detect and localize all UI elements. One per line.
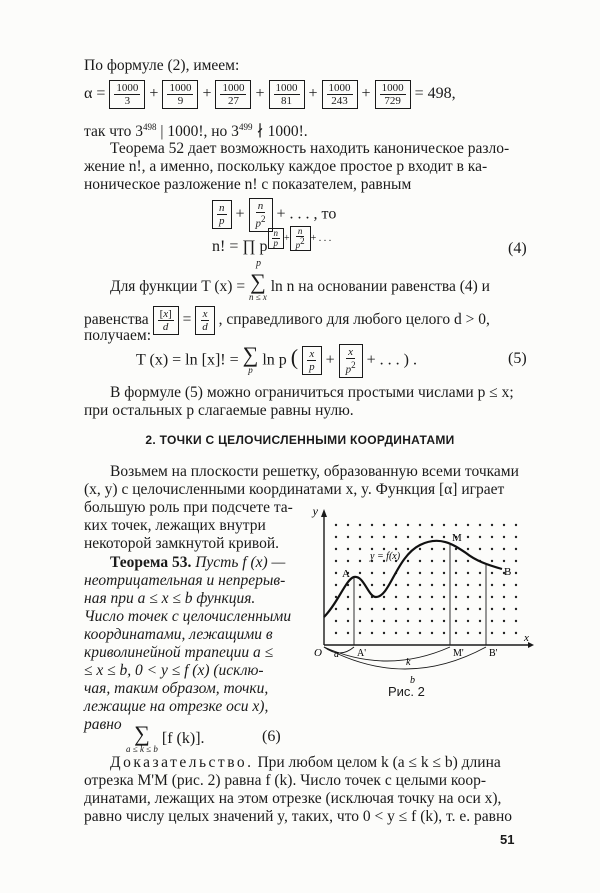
lattice-point	[431, 620, 433, 622]
lattice-point	[479, 596, 481, 598]
lattice-point	[443, 596, 445, 598]
lattice-point	[431, 560, 433, 562]
lattice-point	[455, 572, 457, 574]
lattice-point	[491, 524, 493, 526]
lattice-point	[443, 572, 445, 574]
text-line: динатами, лежащих на этом отрезке (исключая точку на оси x),	[84, 790, 502, 807]
lattice-point	[467, 548, 469, 550]
lattice-point	[347, 560, 349, 562]
lattice-point	[491, 584, 493, 586]
text-fragment: равенства	[84, 311, 149, 329]
lattice-point	[419, 572, 421, 574]
lattice-point	[347, 548, 349, 550]
text-line: при остальных p слагаемые равны нулю.	[84, 402, 354, 419]
lattice-points	[335, 524, 517, 634]
text-line: равно числу целых значений y, таких, что 0 < y ≤ f (k), т. е. равно	[84, 808, 512, 825]
floor-bracket	[215, 80, 251, 109]
lattice-point	[491, 632, 493, 634]
text-line: отрезка M'M (рис. 2) равна f (k). Число точек с целыми коор-	[84, 772, 487, 789]
lattice-point	[479, 632, 481, 634]
text-line: ких точек, лежащих внутри	[84, 517, 266, 534]
sum-subscript: a ≤ k ≤ b	[126, 744, 158, 754]
denominator: 3	[124, 95, 131, 107]
lattice-point	[431, 584, 433, 586]
lattice-point	[419, 584, 421, 586]
lattice-point	[467, 632, 469, 634]
lattice-point	[503, 548, 505, 550]
floor-bracket: [x] d	[153, 306, 179, 335]
lattice-point	[455, 608, 457, 610]
lattice-point	[467, 524, 469, 526]
lattice-point	[479, 548, 481, 550]
lattice-point	[359, 632, 361, 634]
lattice-point	[359, 548, 361, 550]
theorem-text: криволинейной трапеции a ≤	[84, 644, 274, 661]
lattice-point	[347, 632, 349, 634]
lattice-point	[407, 548, 409, 550]
brace-k	[324, 647, 450, 661]
theorem-text: ≤ x ≤ b, 0 < y ≤ f (x) (исклю-	[84, 662, 264, 679]
lattice-point	[335, 548, 337, 550]
lattice-point	[455, 620, 457, 622]
lattice-point	[383, 620, 385, 622]
lattice-point	[359, 572, 361, 574]
floor-bracket: n p	[212, 200, 232, 229]
lattice-point	[371, 608, 373, 610]
lattice-point	[383, 596, 385, 598]
theorem-line	[84, 716, 122, 734]
exponent: n p + n p2 + . . .	[268, 233, 332, 244]
theorem-line	[84, 608, 291, 626]
lattice-point	[515, 632, 517, 634]
text-fragment: ∤ 1000!.	[252, 123, 308, 141]
numerator: 1000	[116, 82, 139, 94]
denominator: 729	[384, 95, 401, 107]
text-line: некоторой замкнутой кривой.	[84, 535, 280, 552]
label-a: a	[334, 649, 339, 660]
lattice-point	[467, 572, 469, 574]
lattice-point	[455, 584, 457, 586]
lattice-point	[347, 524, 349, 526]
sum-sign: ∑ p	[242, 342, 259, 376]
lattice-point	[443, 608, 445, 610]
theorem-line	[84, 572, 285, 590]
text-line: Возьмем на плоскости решетку, образованную всеми точками	[110, 463, 519, 480]
lattice-point	[491, 596, 493, 598]
page-number: 51	[500, 832, 515, 847]
lattice-point	[443, 620, 445, 622]
lattice-point	[383, 584, 385, 586]
lattice-point	[371, 632, 373, 634]
label-x: x	[524, 632, 529, 644]
figure-2	[310, 505, 535, 695]
lattice-point	[371, 620, 373, 622]
lattice-point	[419, 608, 421, 610]
theorem-text: равно	[84, 716, 122, 733]
lattice-point	[407, 524, 409, 526]
text-line: ноническое разложение n! с показателем, равным	[84, 176, 412, 193]
lattice-point	[335, 620, 337, 622]
lattice-point	[335, 524, 337, 526]
lattice-point	[347, 608, 349, 610]
sum-subscript: n ≤ x	[248, 292, 267, 302]
lattice-point	[407, 632, 409, 634]
lattice-point	[443, 584, 445, 586]
section-heading: 2. ТОЧКИ С ЦЕЛОЧИСЛЕННЫМИ КООРДИНАТАМИ	[145, 433, 455, 447]
text-line: В формуле (5) можно ограничиться простыми числами p ≤ x;	[110, 384, 514, 401]
lattice-point	[431, 572, 433, 574]
x-axis-arrow	[528, 642, 534, 648]
lattice-point	[407, 572, 409, 574]
lattice-point	[491, 608, 493, 610]
theorem-title: Теорема 53.	[110, 554, 192, 571]
text-fragment: так что 3	[84, 123, 143, 141]
lattice-point	[383, 524, 385, 526]
theorem-text: Число точек с целочисленными	[84, 608, 292, 625]
equation-5: T (x) = ln [x]! = ∑ p ln p ( x p + x $p^2$ + . . . ) .	[136, 342, 417, 376]
theorem-text: ная при a ≤ x ≤ b функция.	[84, 590, 256, 607]
eq-lhs: T (x) = ln [x]! =	[136, 351, 243, 369]
lattice-point	[371, 536, 373, 538]
theorem-text: неотрицательная и непрерыв-	[84, 572, 286, 589]
lattice-point	[359, 596, 361, 598]
lattice-point	[419, 524, 421, 526]
lattice-point	[359, 524, 361, 526]
lattice-point	[407, 536, 409, 538]
theorem-line	[84, 662, 264, 680]
lattice-point	[335, 560, 337, 562]
equation-exponent: n p + n $p^2$ + . . . , то	[212, 198, 336, 232]
theorem-text: чая, таким образом, точки,	[84, 680, 269, 697]
lattice-point	[443, 632, 445, 634]
lattice-point	[371, 548, 373, 550]
text-fragment: [f (k)].	[161, 730, 205, 748]
lattice-point	[443, 560, 445, 562]
floor-bracket: x p	[302, 346, 322, 375]
lattice-point	[491, 572, 493, 574]
lattice-point	[515, 572, 517, 574]
lattice-point	[515, 524, 517, 526]
product-subscript: p	[256, 258, 261, 269]
lattice-point	[431, 536, 433, 538]
label-B: B	[504, 566, 512, 578]
lattice-point	[443, 548, 445, 550]
lattice-point	[431, 524, 433, 526]
theorem-line	[110, 554, 285, 572]
text-fragment: ln n на основании равенства (4) и	[270, 278, 490, 296]
lattice-point	[395, 608, 397, 610]
theorem-line	[84, 680, 268, 698]
lattice-point	[503, 596, 505, 598]
proof-lead: Доказательство.	[110, 754, 254, 771]
label-M: M	[452, 532, 462, 544]
eq-lhs: n! = ∏ p	[212, 237, 268, 255]
equation-alpha: α = $\frac{1000}{3}$ + $\frac{1000}{9}$ + $\frac{1000}{27}$ + $\frac{1000}{81}$ + $\frac{1000}{243}$ + $\frac{1000}{729}$ = 498,	[84, 82, 456, 107]
lattice-point	[419, 560, 421, 562]
lattice-point	[395, 548, 397, 550]
y-axis-arrow	[321, 509, 327, 517]
lattice-point	[503, 632, 505, 634]
lattice-point	[467, 560, 469, 562]
lattice-point	[491, 560, 493, 562]
lattice-point	[419, 596, 421, 598]
lattice-point	[335, 584, 337, 586]
equation-number: (4)	[508, 240, 527, 257]
label-func: y = f(x)	[370, 551, 401, 562]
numerator: 1000	[222, 82, 245, 94]
lattice-point	[335, 608, 337, 610]
denominator: 243	[331, 95, 348, 107]
brace-a	[324, 647, 354, 653]
theorem-line	[84, 590, 255, 608]
lattice-point	[503, 584, 505, 586]
lattice-point	[419, 632, 421, 634]
lattice-point	[419, 548, 421, 550]
lattice-point	[419, 620, 421, 622]
lattice-point	[455, 632, 457, 634]
lattice-point	[359, 560, 361, 562]
lattice-point	[383, 632, 385, 634]
text-line	[84, 118, 308, 141]
equation-6	[126, 721, 205, 755]
lattice-point	[479, 620, 481, 622]
equation-4	[212, 226, 332, 261]
lattice-point	[335, 536, 337, 538]
figure-caption: Рис. 2	[388, 684, 425, 699]
lattice-point	[479, 536, 481, 538]
lattice-point	[407, 584, 409, 586]
lattice-point	[383, 548, 385, 550]
lattice-point	[407, 596, 409, 598]
lattice-point	[371, 584, 373, 586]
lattice-point	[467, 620, 469, 622]
lattice-point	[479, 608, 481, 610]
lattice-point	[503, 560, 505, 562]
floor-bracket: n $p^2$	[249, 198, 273, 232]
lattice-point	[515, 548, 517, 550]
text-fragment: При любом целом k (a ≤ k ≤ b) длина	[253, 754, 501, 771]
superscript: 499	[238, 122, 253, 132]
lattice-point	[431, 608, 433, 610]
lattice-point	[515, 536, 517, 538]
sum-sign: ∑ a ≤ k ≤ b	[126, 721, 158, 754]
lattice-point	[467, 536, 469, 538]
eq-tail: + . . . ) .	[366, 351, 417, 369]
superscript: 498	[143, 122, 157, 132]
lattice-point	[455, 560, 457, 562]
lattice-point	[431, 632, 433, 634]
numerator: 1000	[328, 82, 351, 94]
denominator: 9	[177, 95, 184, 107]
lattice-point	[383, 572, 385, 574]
lattice-point	[443, 524, 445, 526]
lattice-point	[443, 536, 445, 538]
lattice-point	[503, 620, 505, 622]
label-b: b	[410, 675, 415, 686]
label-A: A	[342, 568, 350, 580]
lattice-point	[479, 572, 481, 574]
text-fragment: , справедливого для любого целого d > 0,	[218, 311, 490, 329]
lattice-point	[407, 620, 409, 622]
equation-number: (6)	[262, 728, 281, 745]
lattice-point	[383, 608, 385, 610]
label-M1: M'	[453, 648, 464, 659]
lattice-point	[467, 596, 469, 598]
denominator: 27	[227, 95, 239, 107]
lattice-point	[515, 596, 517, 598]
lattice-point	[503, 608, 505, 610]
floor-bracket	[109, 80, 145, 109]
lattice-point	[359, 608, 361, 610]
label-y: y	[312, 505, 318, 518]
lattice-point	[503, 524, 505, 526]
lattice-point	[491, 620, 493, 622]
floor-bracket: x $p^2$	[339, 344, 363, 378]
lattice-point	[395, 620, 397, 622]
text-line: (x, y) с целочисленными координатами x, y. Функция [α] играет	[84, 481, 505, 498]
floor-bracket	[269, 80, 305, 109]
numerator: 1000	[275, 82, 298, 94]
theorem-line	[84, 698, 268, 716]
lattice-point	[491, 536, 493, 538]
eq-tail: + . . . , то	[276, 205, 337, 223]
text-fragment: ln p	[262, 351, 287, 369]
floor-bracket	[162, 80, 198, 109]
theorem-line	[84, 644, 273, 662]
lattice-point	[467, 608, 469, 610]
equation-number: (5)	[508, 350, 527, 367]
lattice-point	[395, 524, 397, 526]
label-B1: B'	[489, 648, 498, 659]
floor-bracket: x d	[195, 306, 215, 335]
text-fragment: Для функции T (x) =	[110, 278, 249, 296]
lattice-point	[407, 560, 409, 562]
floor-bracket	[375, 80, 411, 109]
lattice-point	[347, 596, 349, 598]
text-fragment: | 1000!, но 3	[156, 123, 239, 141]
text-line	[110, 269, 490, 303]
text-line	[110, 754, 501, 772]
function-curve	[324, 541, 502, 617]
lattice-point	[455, 596, 457, 598]
eq-result: = 498,	[414, 85, 456, 103]
lattice-point	[479, 524, 481, 526]
lattice-point	[383, 536, 385, 538]
lattice-point	[395, 596, 397, 598]
lattice-point	[455, 524, 457, 526]
text-line: жение n!, а именно, поскольку каждое простое p входит в ка-	[84, 158, 488, 175]
lattice-point	[347, 536, 349, 538]
theorem-text: Пусть f (x) —	[195, 554, 286, 571]
lattice-point	[335, 632, 337, 634]
text-line: По формуле (2), имеем:	[84, 57, 240, 74]
lattice-point	[335, 572, 337, 574]
lattice-point	[347, 620, 349, 622]
lattice-point	[407, 608, 409, 610]
floor-bracket	[322, 80, 358, 109]
label-A1: A'	[357, 648, 367, 659]
denominator: 81	[281, 95, 292, 107]
text-line: равенства [x] d = x d , справедливого для любого целого d > 0,	[84, 308, 490, 333]
lattice-point	[395, 584, 397, 586]
lattice-point	[359, 536, 361, 538]
label-k: k	[406, 657, 411, 668]
lattice-point	[431, 548, 433, 550]
sum-subscript: p	[248, 365, 253, 376]
lattice-point	[395, 536, 397, 538]
theorem-line	[84, 626, 273, 644]
lattice-point	[491, 548, 493, 550]
lattice-point	[467, 584, 469, 586]
lattice-point	[515, 560, 517, 562]
lattice-point	[359, 584, 361, 586]
lattice-point	[503, 536, 505, 538]
sum-sign: ∑ n ≤ x	[248, 269, 267, 302]
label-o: O	[314, 647, 322, 659]
text-line: Теорема 52 дает возможность находить каноническое разло-	[110, 140, 510, 157]
eq-lhs: α =	[84, 85, 106, 103]
numerator: 1000	[381, 82, 404, 94]
lattice-point	[515, 608, 517, 610]
lattice-point	[431, 596, 433, 598]
lattice-point	[419, 536, 421, 538]
lattice-point	[515, 620, 517, 622]
numerator: 1000	[169, 82, 192, 94]
text-line: большую роль при подсчете та-	[84, 499, 293, 516]
theorem-text: координатами, лежащими в	[84, 626, 273, 643]
lattice-point	[359, 620, 361, 622]
lattice-point	[371, 572, 373, 574]
text-line: получаем:	[84, 327, 151, 344]
lattice-point	[371, 524, 373, 526]
lattice-point	[479, 584, 481, 586]
lattice-point	[515, 584, 517, 586]
lattice-point	[395, 632, 397, 634]
theorem-text: лежащие на отрезке оси x),	[84, 698, 269, 715]
